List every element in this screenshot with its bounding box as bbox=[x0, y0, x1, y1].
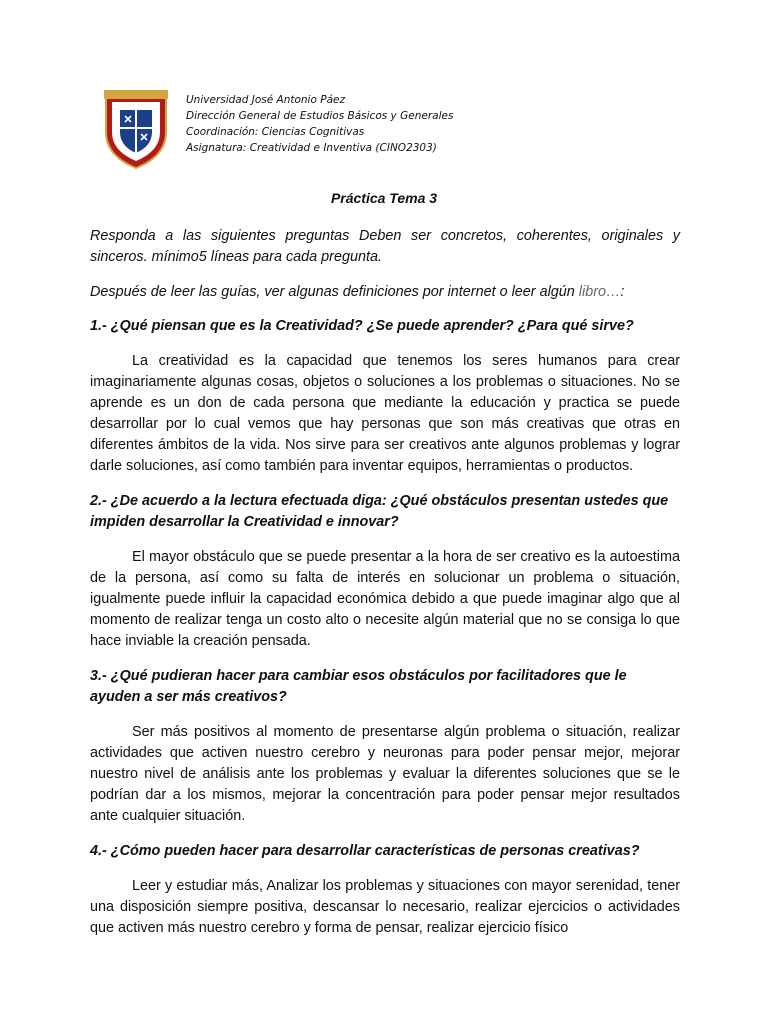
question-4: 4.- ¿Cómo pueden hacer para desarrollar características de personas creativas? bbox=[90, 843, 640, 859]
answer-2: El mayor obstáculo que se puede presentar a la hora de ser creativo es la autoestima de la persona, así como su falta de interés en solucionar un problema o situación, igualmente puede influir la capacidad económica debido a que puede imaginar algo que al momento de realizar tenga un costo alto o necesite algún material que no se consiga lo que hace inviable la creación pensada. bbox=[90, 549, 680, 649]
subject-name: Asignatura: Creatividad e Inventiva (CINO2303) bbox=[186, 142, 437, 154]
book-link[interactable]: libro… bbox=[578, 284, 621, 300]
instructions-second-text: Después de leer las guías, ver algunas definiciones por internet o leer algún bbox=[90, 284, 579, 300]
coordination-name: Coordinación: Ciencias Cognitivas bbox=[186, 126, 365, 138]
question-1: 1.- ¿Qué piensan que es la Creatividad? ¿Se puede aprender? ¿Para qué sirve? bbox=[90, 318, 634, 334]
direction-name: Dirección General de Estudios Básicos y Generales bbox=[186, 110, 454, 122]
answer-1: La creatividad es la capacidad que tenemos los seres humanos para crear imaginariamente algunas cosas, objetos o soluciones a los problemas o situaciones. No se aprende es un don de cada persona que mediante la educación y practica se puede desarrollar por lo cual vemos que hay personas que son más creativas que otras en diferentes ámbitos de la vida. Nos sirve para ser creativos ante algunos problemas y lograr darle soluciones, así como también para inventar equipos, herramientas o productos. bbox=[90, 353, 680, 474]
document-body bbox=[90, 226, 680, 953]
instructions-second-end: : bbox=[620, 284, 625, 300]
university-crest-logo bbox=[100, 88, 172, 172]
question-2: 2.- ¿De acuerdo a la lectura efectuada diga: ¿Qué obstáculos presentan ustedes que impiden desarrollar la Creatividad e innovar? bbox=[90, 493, 669, 530]
answer-4: Leer y estudiar más, Analizar los problemas y situaciones con mayor serenidad, tener una disposición siempre positiva, descansar lo necesario, realizar ejercicios o actividades que activen más nuestro cerebro y forma de pensar, realizar ejercicio físico bbox=[90, 878, 680, 936]
instructions: Responda a las siguientes preguntas Deben ser concretos, coherentes, originales y sinceros. mínimo5 líneas para cada pregunta. bbox=[90, 228, 680, 265]
university-name: Universidad José Antonio Páez bbox=[186, 94, 345, 106]
question-3: 3.- ¿Qué pudieran hacer para cambiar esos obstáculos por facilitadores que le ayuden a ser más creativos? bbox=[90, 668, 627, 705]
document-header bbox=[100, 88, 700, 178]
instructions-second bbox=[90, 282, 680, 303]
page-title: Práctica Tema 3 bbox=[330, 190, 438, 206]
answer-3: Ser más positivos al momento de presentarse algún problema o situación, realizar actividades que activen nuestro cerebro y neuronas para poder pensar mejor, mejorar nuestro nivel de análisis ante los problemas y evaluar la diferentes soluciones que se le podrían dar a los mismos, mejorar la concentración para poder pensar mejor resultados ante cualquier situación. bbox=[90, 724, 680, 824]
institution-info bbox=[186, 92, 453, 156]
